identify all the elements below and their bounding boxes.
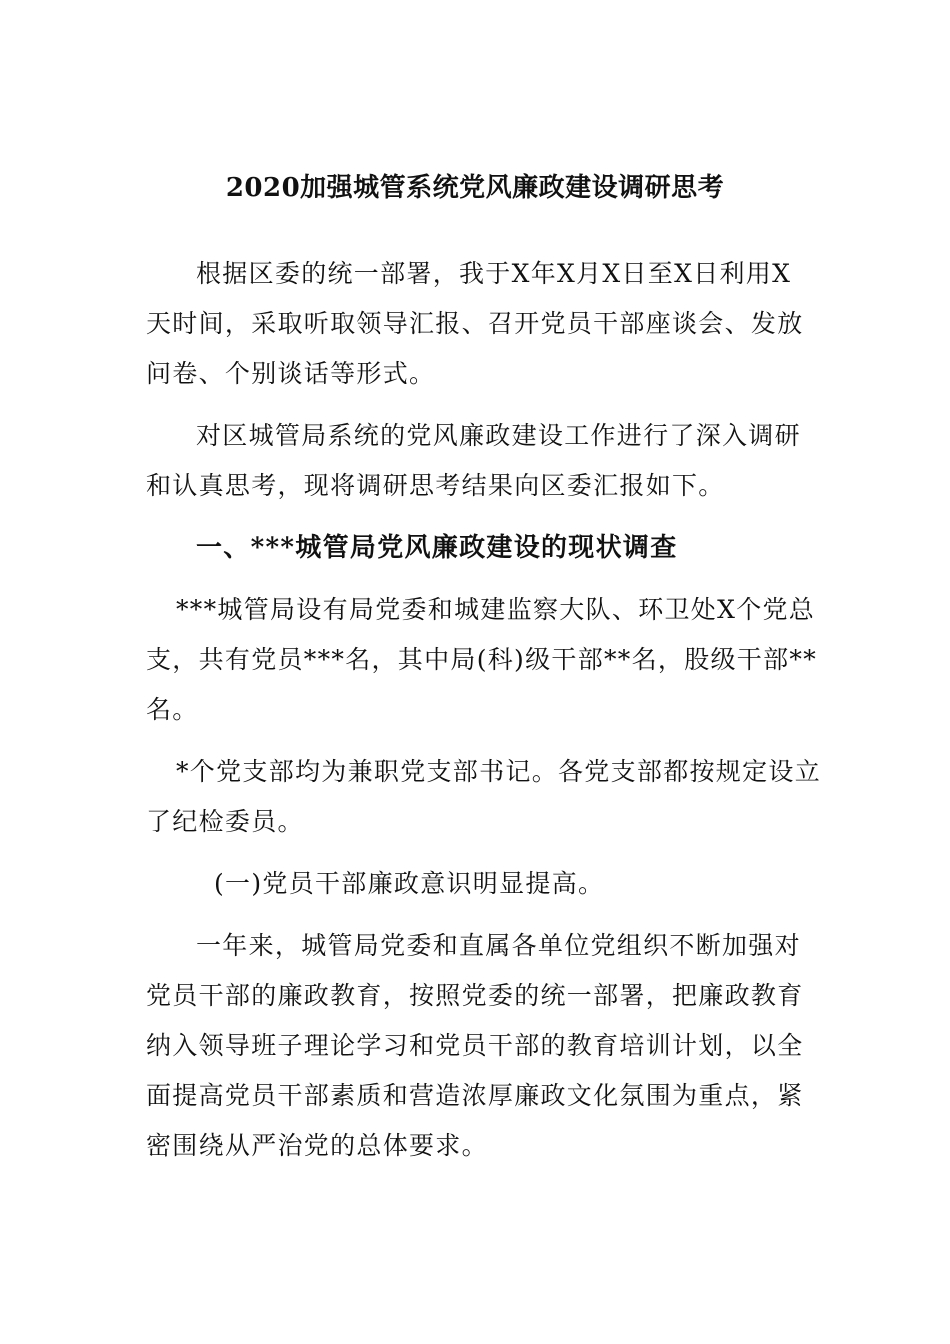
paragraph-line: 面提高党员干部素质和营造浓厚廉政文化氛围为重点，紧 [146, 1081, 804, 1110]
section-heading: 一、***城管局党风廉政建设的现状调查 [196, 533, 678, 563]
paragraph-line: 密围绕从严治党的总体要求。 [146, 1131, 488, 1160]
paragraph-line: 纳入领导班子理论学习和党员干部的教育培训计划，以全 [146, 1031, 804, 1060]
paragraph-line: 问卷、个别谈话等形式。 [146, 359, 436, 388]
paragraph-line: ***城管局设有局党委和城建监察大队、环卫处X个党总 [176, 595, 816, 624]
paragraph-line: 名。 [146, 695, 199, 724]
paragraph-line: 党员干部的廉政教育，按照党委的统一部署，把廉政教育 [146, 981, 804, 1010]
subsection-heading: (一)党员干部廉政意识明显提高。 [214, 869, 605, 898]
document-title: 2020加强城管系统党风廉政建设调研思考 [225, 173, 725, 203]
paragraph-line: 根据区委的统一部署，我于X年X月X日至X日利用X [196, 259, 792, 288]
paragraph-line: *个党支部均为兼职党支部书记。各党支部都按规定设立 [176, 757, 822, 786]
paragraph-line: 了纪检委员。 [146, 807, 304, 836]
paragraph-line: 支，共有党员***名，其中局(科)级干部**名，股级干部** [146, 645, 818, 674]
paragraph-line: 对区城管局系统的党风廉政建设工作进行了深入调研 [196, 421, 801, 450]
paragraph-line: 和认真思考，现将调研思考结果向区委汇报如下。 [146, 471, 725, 500]
paragraph-line: 一年来，城管局党委和直属各单位党组织不断加强对 [196, 931, 801, 960]
paragraph-line: 天时间，采取听取领导汇报、召开党员干部座谈会、发放 [146, 309, 804, 338]
